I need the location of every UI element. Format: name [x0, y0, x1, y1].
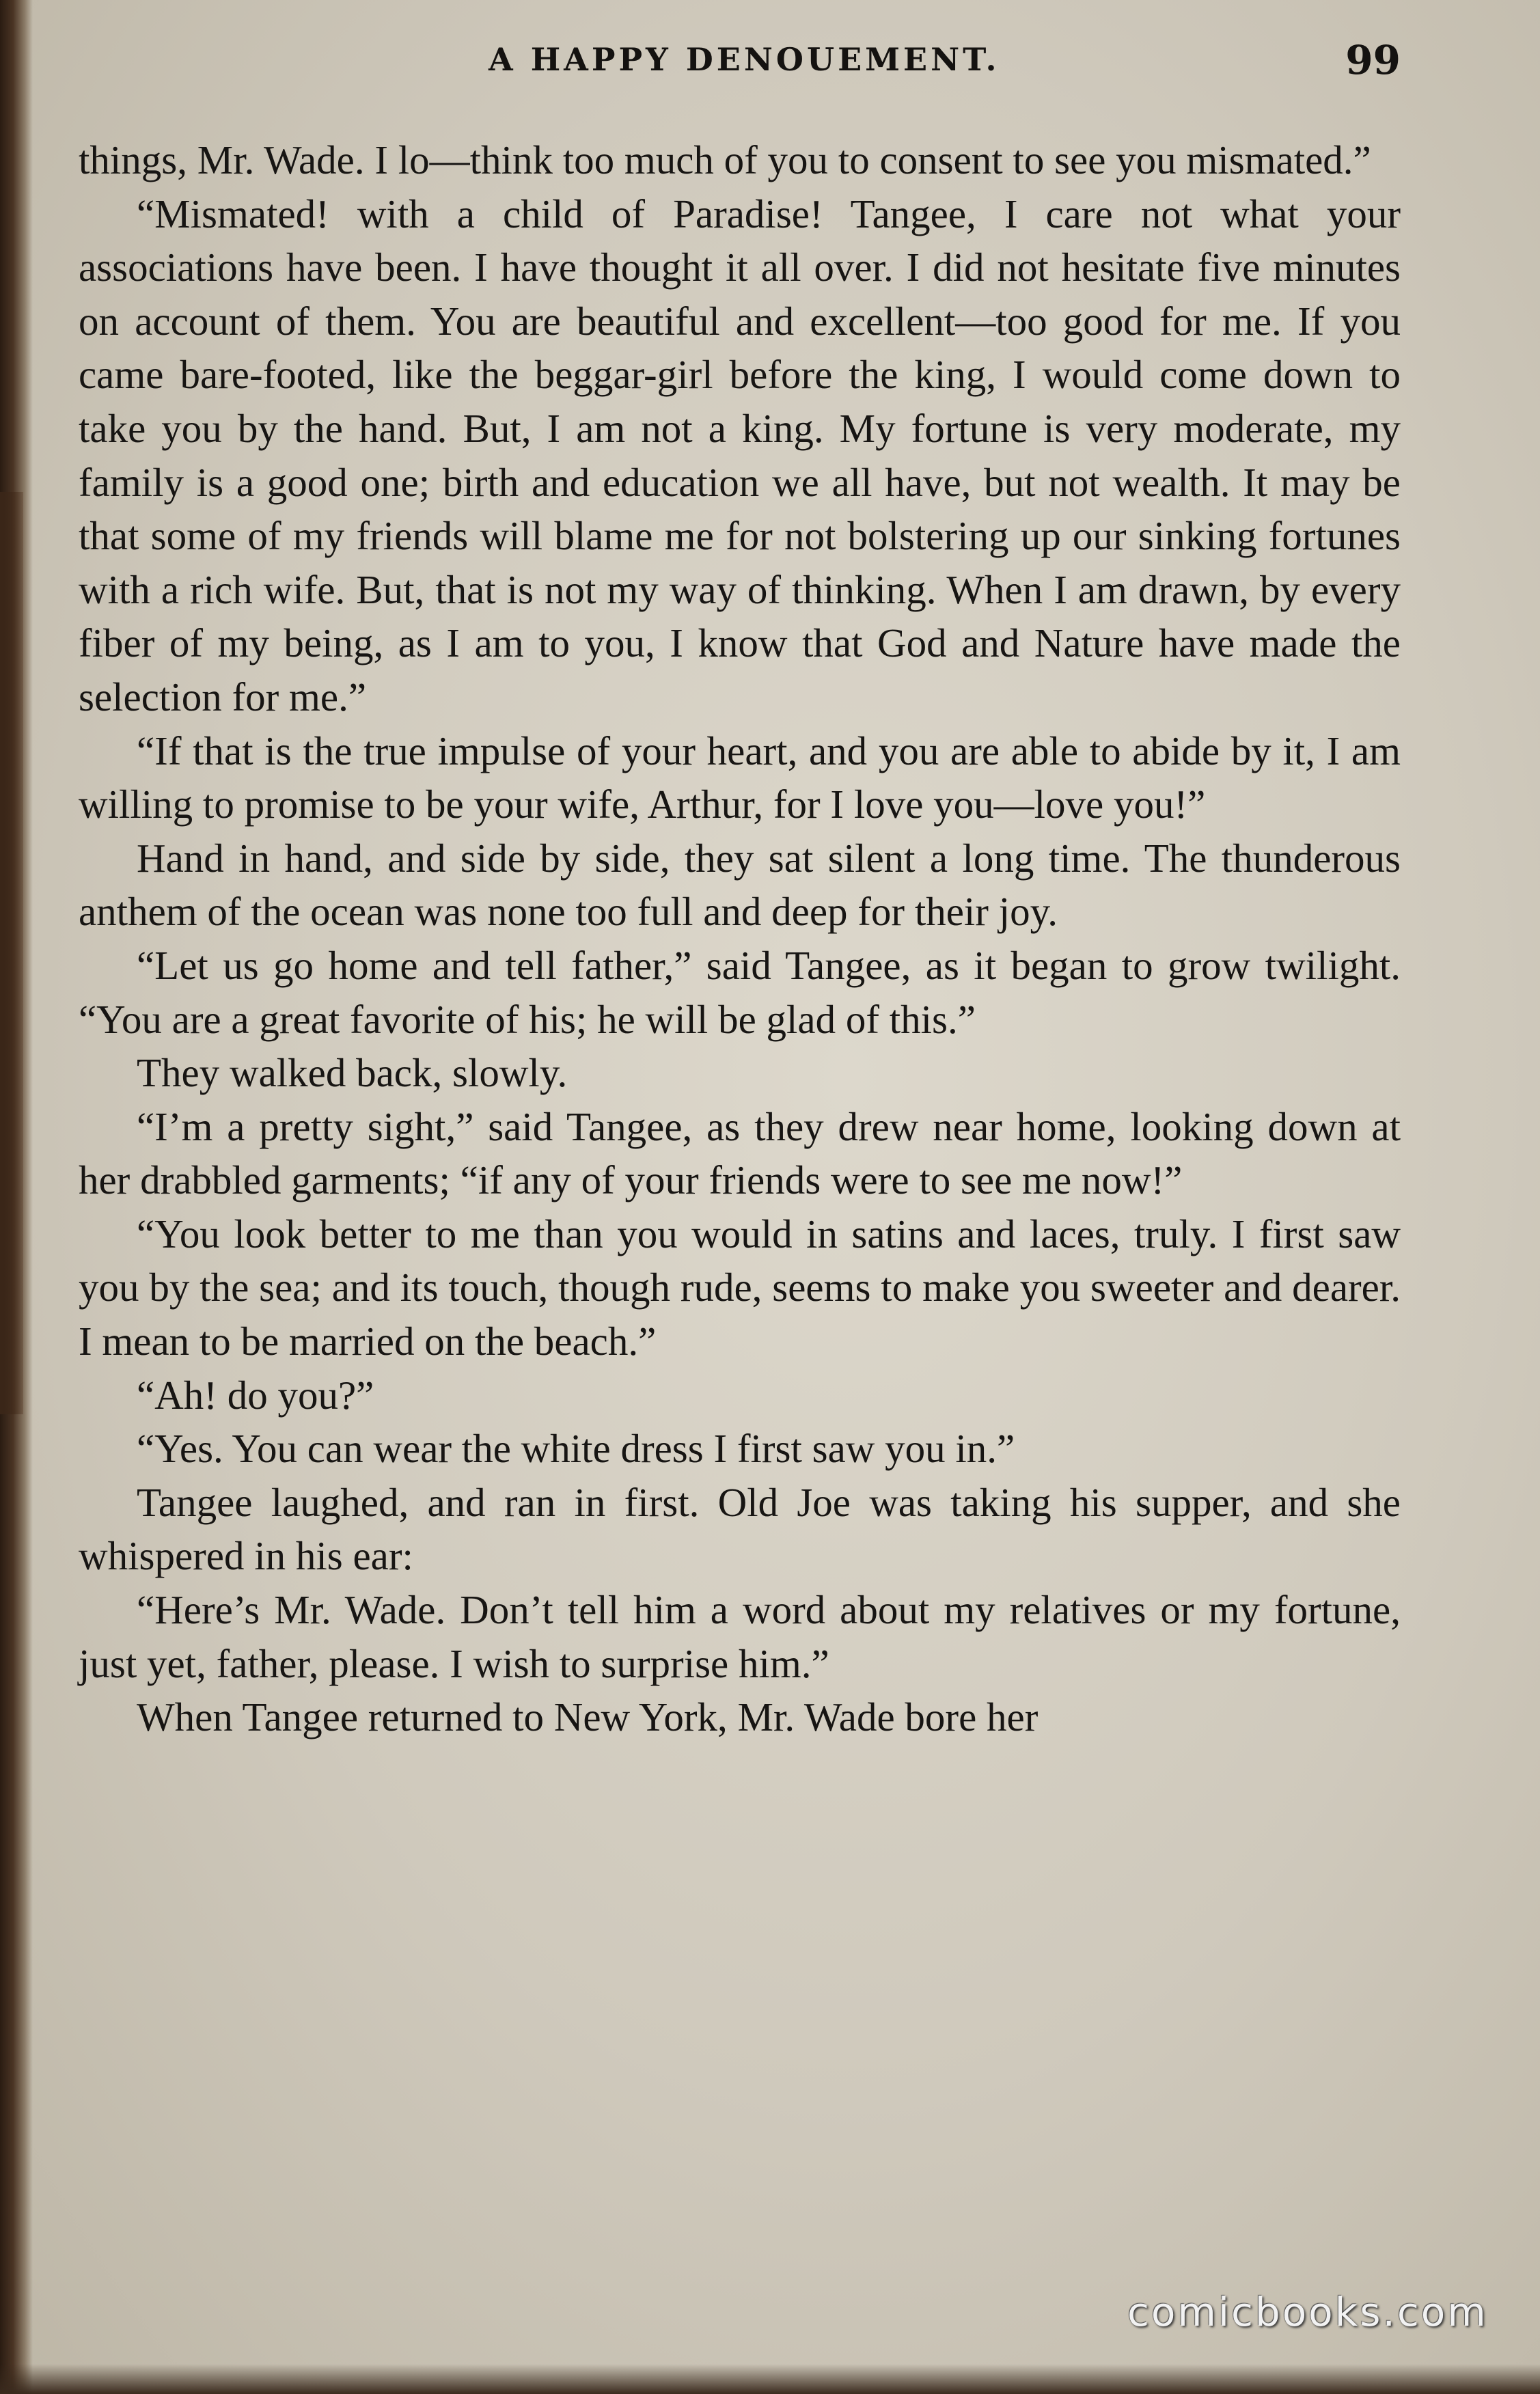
binding-stain: [0, 492, 23, 1414]
watermark: comicbooks.com: [1127, 2289, 1488, 2335]
paragraph: “Here’s Mr. Wade. Don’t tell him a word about my relatives or my fortune, just yet, father, please. I wish to surprise him.”: [79, 1587, 1401, 1686]
page-bottom-edge: [0, 2364, 1540, 2394]
paragraph: Hand in hand, and side by side, they sat silent a long time. The thunderous anthem of the ocean was none too full and deep for their joy.: [79, 835, 1401, 935]
paragraph: things, Mr. Wade. I lo—think too much of you to consent to see you mismated.”: [79, 137, 1371, 182]
body-text: [79, 133, 1401, 1744]
paragraph: “Let us go home and tell father,” said Tangee, as it began to grow twilight. “You are a great favorite of his; he will be glad of this.”: [79, 942, 1401, 1042]
page-number: 99: [1345, 37, 1401, 83]
paragraph: “Mismated! with a child of Paradise! Tangee, I care not what your associations have been. I have thought it all over. I did not hesitate five minutes on account of them. You are beautiful and excellent—too good for me. If you came bare-footed, like the beggar-girl before the king, I would come down to take you by the hand. But, I am not a king. My fortune is very moderate, my family is a good one; birth and education we all have, but not wealth. It may be that some of my friends will blame me for not bolstering up our sinking fortunes with a rich wife. But, that is not my way of thinking. When I am drawn, by every fiber of my being, as I am to you, I know that God and Nature have made the selection for me.”: [79, 191, 1401, 719]
paragraph: When Tangee returned to New York, Mr. Wade bore her: [137, 1694, 1039, 1740]
paragraph: They walked back, slowly.: [137, 1050, 568, 1096]
paragraph: “You look better to me than you would in satins and laces, truly. I first saw you by the sea; and its touch, though rude, seems to make you sweeter and dearer. I mean to be married on the beach.”: [79, 1211, 1401, 1364]
paragraph: “I’m a pretty sight,” said Tangee, as they drew near home, looking down at her drabbled garments; “if any of your friends were to see me now!”: [79, 1103, 1401, 1203]
paragraph: “Yes. You can wear the white dress I first saw you in.”: [137, 1426, 1015, 1472]
running-head: A HAPPY DENOUEMENT.: [489, 41, 1000, 78]
page-header: [79, 29, 1401, 90]
paragraph: Tangee laughed, and ran in first. Old Joe was taking his supper, and she whispered in his ear:: [79, 1479, 1401, 1579]
paragraph: “Ah! do you?”: [137, 1372, 374, 1418]
paragraph: “If that is the true impulse of your heart, and you are able to abide by it, I am willing to promise to be your wife, Arthur, for I love you—love you!”: [79, 728, 1401, 827]
